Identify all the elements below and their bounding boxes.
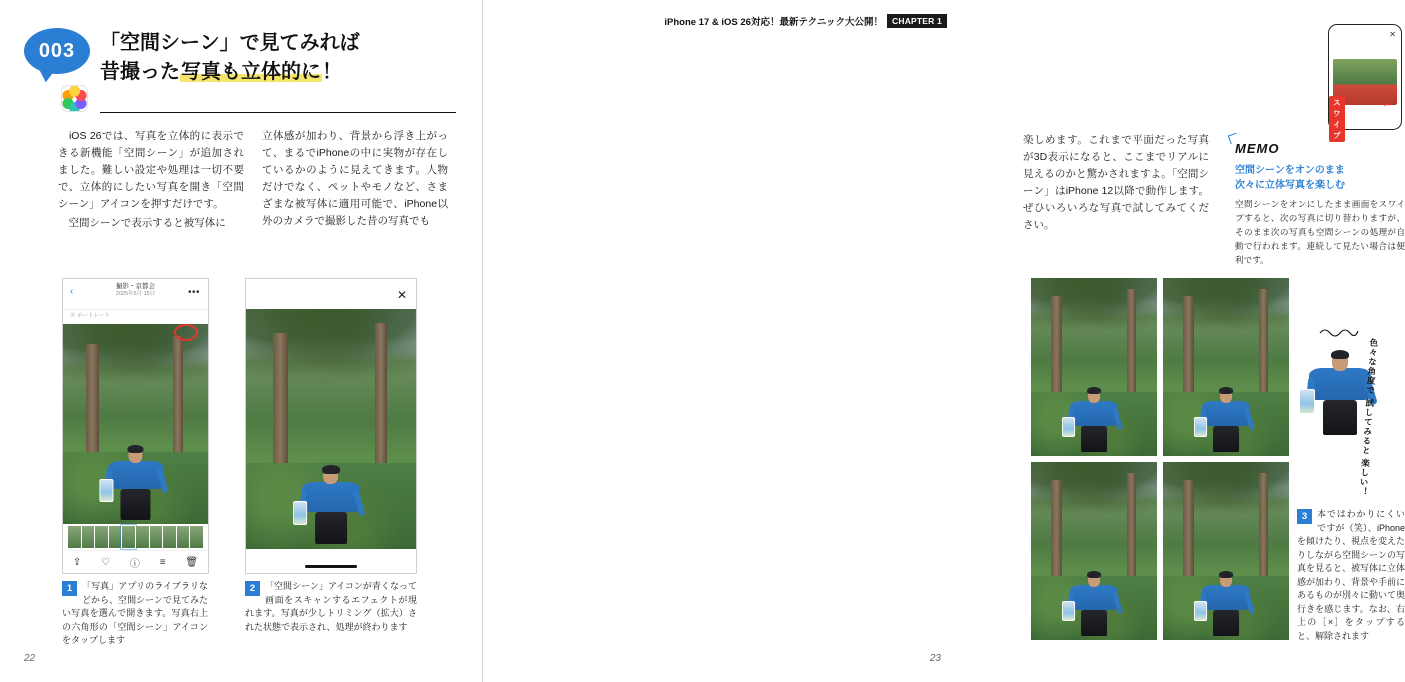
body-paragraph: 空間シーンで表示すると被写体に bbox=[58, 217, 226, 229]
article-number: 003 bbox=[38, 39, 76, 62]
share-icon[interactable]: ⇪ bbox=[72, 556, 82, 568]
page-left bbox=[0, 0, 482, 682]
photo-content bbox=[1163, 278, 1289, 456]
filmstrip-thumb[interactable] bbox=[177, 526, 190, 548]
caption-text: 「空間シーン」アイコンが青くなって画面をスキャンするエフェクトが現れます。写真が少しトリミング（拡大）された状態で表示され、処理が終わります bbox=[245, 581, 417, 632]
photo-grid-item bbox=[1031, 462, 1157, 640]
held-phone bbox=[1062, 601, 1075, 621]
memo-heading-line-2: 次々に立体写真を楽しむ bbox=[1235, 179, 1345, 191]
filmstrip-thumb[interactable] bbox=[190, 526, 203, 548]
screenshot-subbar: ⊕ ポートレート bbox=[63, 310, 208, 324]
caption-number: 3 bbox=[1297, 509, 1312, 524]
memo-text: 空間シーンをオンにしたまま画面をスワイプすると、次の写真に切り替わりますが、そのまま次の写真も空間シーンの処理が自動で行われます。連続して見たい場合は便利です。 bbox=[1235, 199, 1405, 265]
body-column-1 bbox=[58, 128, 244, 232]
photo-grid-item bbox=[1163, 462, 1289, 640]
doodle-squiggle bbox=[1319, 326, 1359, 336]
person-torso bbox=[1070, 401, 1118, 426]
adjust-icon[interactable]: ≡ bbox=[159, 556, 166, 568]
person-head bbox=[128, 446, 142, 463]
trash-icon[interactable]: 🗑 bbox=[185, 556, 199, 568]
page-right bbox=[482, 0, 1405, 682]
caption-step-2 bbox=[245, 580, 417, 634]
photo-content bbox=[1031, 278, 1157, 456]
person-legs bbox=[1081, 610, 1107, 637]
photo-grid-item bbox=[1031, 278, 1157, 456]
person-legs bbox=[121, 489, 151, 520]
screenshot-step-2 bbox=[245, 278, 417, 574]
running-header bbox=[664, 14, 947, 28]
tree-trunk bbox=[1051, 296, 1062, 396]
held-phone bbox=[1299, 389, 1315, 415]
held-phone bbox=[1062, 417, 1075, 437]
person-head bbox=[1088, 388, 1100, 402]
tree-trunk bbox=[273, 333, 288, 467]
page-number-left: 22 bbox=[24, 653, 36, 664]
close-icon[interactable]: ✕ bbox=[396, 288, 407, 302]
person-legs bbox=[1213, 610, 1239, 637]
swipe-arrow-icon: ← bbox=[1381, 95, 1394, 110]
photo-content bbox=[1163, 462, 1289, 640]
swipe-label: スワイプ bbox=[1329, 96, 1345, 142]
heart-icon[interactable]: ♡ bbox=[101, 556, 111, 568]
caption-text: 「写真」アプリのライブラリなどから、空間シーンで見てみたい写真を選んで開きます。写真右上の六角形の「空間シーン」アイコンをタップします bbox=[62, 581, 208, 645]
article-title bbox=[100, 30, 460, 86]
body-column-2 bbox=[262, 128, 448, 232]
memo-heading bbox=[1235, 164, 1405, 193]
screenshot-title-text: 撮影・京都会 bbox=[116, 283, 155, 290]
filmstrip-thumb[interactable] bbox=[68, 526, 81, 548]
person-torso bbox=[108, 461, 163, 490]
red-oval-highlight bbox=[174, 324, 198, 341]
tree-trunk bbox=[1127, 473, 1136, 580]
tree-trunk bbox=[1259, 473, 1268, 580]
caption-text: 本ではわかりにくいですが（笑）、iPhoneを傾けたり、視点を変えたりしながら空間シーンの写真を見ると、被写体に立体感が加わり、背景や手前にあるものが別々に動いて奥行きを感じます。なお、右上の［×］をタップすると、解除されます bbox=[1297, 509, 1405, 641]
photo-content bbox=[63, 324, 208, 524]
handwritten-note: 色々な角度で 試してみると 楽しい！ bbox=[1358, 337, 1380, 497]
running-head-text: iPhone 17 & iOS 26対応！最新テクニック大公開！ bbox=[664, 17, 884, 28]
home-indicator bbox=[305, 565, 357, 568]
photos-app-icon bbox=[62, 86, 87, 111]
person-head bbox=[1220, 572, 1232, 586]
title-line-2 bbox=[100, 59, 460, 86]
photo-filmstrip[interactable] bbox=[63, 524, 208, 550]
person-subject bbox=[1070, 572, 1118, 636]
title-rule bbox=[100, 112, 456, 113]
screenshot-title bbox=[63, 283, 208, 299]
person-legs bbox=[1081, 426, 1107, 453]
person-head bbox=[1088, 572, 1100, 586]
tree-trunk bbox=[1259, 289, 1268, 396]
person-torso bbox=[1202, 401, 1250, 426]
tree-trunk bbox=[1127, 289, 1136, 396]
caption-step-3 bbox=[1297, 508, 1405, 643]
article-number-bubble bbox=[24, 28, 90, 74]
body-paragraph: 楽しめます。これまで平面だった写真が3D表示になると、ここまでリアルに見えるのかと驚かされますよ。「空間シーン」はiPhone 12以降で動作します。ぜひいろいろな写真で試してみてください。 bbox=[1023, 134, 1209, 231]
person-subject bbox=[1070, 388, 1118, 452]
tree-trunk bbox=[86, 344, 99, 456]
photo-content bbox=[246, 309, 416, 549]
ios-navigation-bar bbox=[63, 279, 208, 310]
photo-grid-item bbox=[1163, 278, 1289, 456]
person-head bbox=[1332, 352, 1348, 371]
person-subject bbox=[108, 446, 163, 520]
tree-trunk bbox=[1183, 296, 1194, 396]
memo-label: MEMO bbox=[1235, 141, 1280, 156]
caption-number: 1 bbox=[62, 581, 77, 596]
caption-step-1 bbox=[62, 580, 208, 648]
title-line-1: 「空間シーン」で見てみれば bbox=[100, 32, 360, 54]
screenshot2-topbar bbox=[246, 279, 416, 309]
filmstrip-thumb[interactable] bbox=[95, 526, 108, 548]
person-head bbox=[1220, 388, 1232, 402]
held-phone bbox=[99, 479, 113, 502]
close-icon: ✕ bbox=[1389, 30, 1396, 39]
person-subject bbox=[1202, 572, 1250, 636]
filmstrip-thumb[interactable] bbox=[163, 526, 176, 548]
person-legs bbox=[1213, 426, 1239, 453]
filmstrip-thumb-selected[interactable] bbox=[122, 526, 135, 548]
back-icon[interactable]: ‹ bbox=[70, 286, 74, 297]
body-paragraph: iOS 26では、写真を立体的に表示できる新機能「空間シーン」が追加されました。難しい設定や処理は一切不要で、立体的にしたい写真を開き「空間シーン」アイコンを押すだけです。 bbox=[58, 130, 244, 210]
person-subject bbox=[302, 467, 360, 544]
tree-trunk bbox=[173, 336, 183, 456]
filmstrip-thumb[interactable] bbox=[82, 526, 95, 548]
body-text bbox=[58, 128, 448, 232]
info-icon[interactable]: ⓘ bbox=[129, 558, 140, 570]
title-line-2-part-b: 写真も立体的に bbox=[181, 61, 321, 83]
held-phone bbox=[1194, 601, 1207, 621]
screenshot-step-1 bbox=[62, 278, 209, 574]
memo-box bbox=[1235, 140, 1405, 268]
title-line-2-part-c: ！ bbox=[322, 61, 342, 83]
held-phone bbox=[293, 501, 308, 525]
ellipsis-icon[interactable]: ••• bbox=[187, 287, 200, 298]
held-phone bbox=[1194, 417, 1207, 437]
tree-trunk bbox=[1183, 480, 1194, 580]
tree-trunk bbox=[375, 323, 387, 467]
chapter-badge: CHAPTER 1 bbox=[887, 14, 947, 28]
person-subject bbox=[1202, 388, 1250, 452]
page-number-right: 23 bbox=[929, 653, 941, 664]
memo-heading-line-1: 空間シーンをオンのまま bbox=[1235, 165, 1345, 176]
body-column-3 bbox=[1023, 132, 1209, 234]
person-torso bbox=[1202, 585, 1250, 610]
title-line-2-part-a: 昔撮った bbox=[100, 61, 180, 83]
person-torso bbox=[1309, 368, 1371, 400]
filmstrip-thumb[interactable] bbox=[136, 526, 149, 548]
person-legs bbox=[315, 512, 346, 544]
person-torso bbox=[302, 482, 360, 512]
body-paragraph: 立体感が加わり、背景から浮き上がって、まるでiPhoneの中に実物が存在しているかのように見えてきます。人物だけでなく、ペットやモノなど、さまざまな被写体に適用可能で、iPhone以外のカメラで撮影した昔の写真でも bbox=[262, 130, 448, 227]
person-torso bbox=[1070, 585, 1118, 610]
filmstrip-thumb[interactable] bbox=[150, 526, 163, 548]
photo-toolbar[interactable] bbox=[63, 550, 208, 573]
tree-trunk bbox=[1051, 480, 1062, 580]
person-head bbox=[323, 467, 338, 484]
filmstrip-thumb[interactable] bbox=[109, 526, 122, 548]
person-legs bbox=[1323, 400, 1356, 435]
caption-number: 2 bbox=[245, 581, 260, 596]
screenshot-subtitle-text: 2025年5月 15日 bbox=[115, 291, 156, 298]
photo-content bbox=[1031, 462, 1157, 640]
